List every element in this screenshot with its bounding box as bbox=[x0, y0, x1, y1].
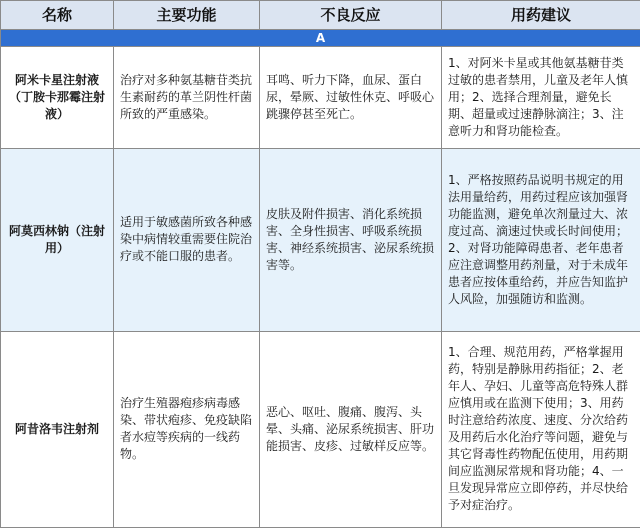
drug-reaction: 耳鸣、听力下降，血尿、蛋白尿，晕厥、过敏性休克、呼吸心跳骤停甚至死亡。 bbox=[260, 47, 442, 149]
header-advice: 用药建议 bbox=[442, 1, 640, 30]
section-label: A bbox=[1, 30, 640, 47]
header-reaction: 不良反应 bbox=[260, 1, 442, 30]
table-row bbox=[1, 149, 640, 331]
drug-name: 阿昔洛韦注射剂 bbox=[1, 331, 114, 527]
header-function: 主要功能 bbox=[114, 1, 260, 30]
drug-reaction: 皮肤及附件损害、消化系统损害、全身性损害、呼吸系统损害、神经系统损害、泌尿系统损害等。 bbox=[260, 149, 442, 331]
section-row bbox=[1, 30, 640, 47]
drug-reaction: 恶心、呕吐、腹痛、腹泻、头晕、头痛、泌尿系统损害、肝功能损害、皮疹、过敏样反应等。 bbox=[260, 331, 442, 527]
drug-name: 阿莫西林钠（注射用） bbox=[1, 149, 114, 331]
drug-advice: 1、严格按照药品说明书规定的用法用量给药，用药过程应该加强肾功能监测，避免单次剂量过大、浓度过高、滴速过快或长时间使用；2、对肾功能障碍患者、老年患者应注意调整用药剂量，对于未成年患者应按体重给药，并应告知监护人风险，加强随访和监测。 bbox=[442, 149, 640, 331]
drug-function: 适用于敏感菌所致各种感染中病情较重需要住院治疗或不能口服的患者。 bbox=[114, 149, 260, 331]
drug-advice: 1、合理、规范用药，严格掌握用药，特别是静脉用药指征；2、老年人、孕妇、儿童等高危特殊人群应慎用或在监测下使用；3、用药时注意给药浓度、速度、分次给药及用药后水化治疗等问题，避免与其它肾毒性药物配伍使用，用药期间应监测尿常规和肾功能；4、一旦发现异常应立即停药，并尽快给予对症治疗。 bbox=[442, 331, 640, 527]
drug-function: 治疗生殖器疱疹病毒感染、带状疱疹、免疫缺陷者水痘等疾病的一线药物。 bbox=[114, 331, 260, 527]
table-row bbox=[1, 47, 640, 149]
header-name: 名称 bbox=[1, 1, 114, 30]
drug-advice: 1、对阿米卡星或其他氨基糖苷类过敏的患者禁用，儿童及老年人慎用；2、选择合理剂量，避免长期、超量或过速静脉滴注；3、注意听力和肾功能检查。 bbox=[442, 47, 640, 149]
drug-name: 阿米卡星注射液（丁胺卡那霉注射液） bbox=[1, 47, 114, 149]
header-row bbox=[1, 1, 640, 30]
table-row bbox=[1, 331, 640, 527]
drug-function: 治疗对多种氨基糖苷类抗生素耐药的革兰阴性杆菌所致的严重感染。 bbox=[114, 47, 260, 149]
